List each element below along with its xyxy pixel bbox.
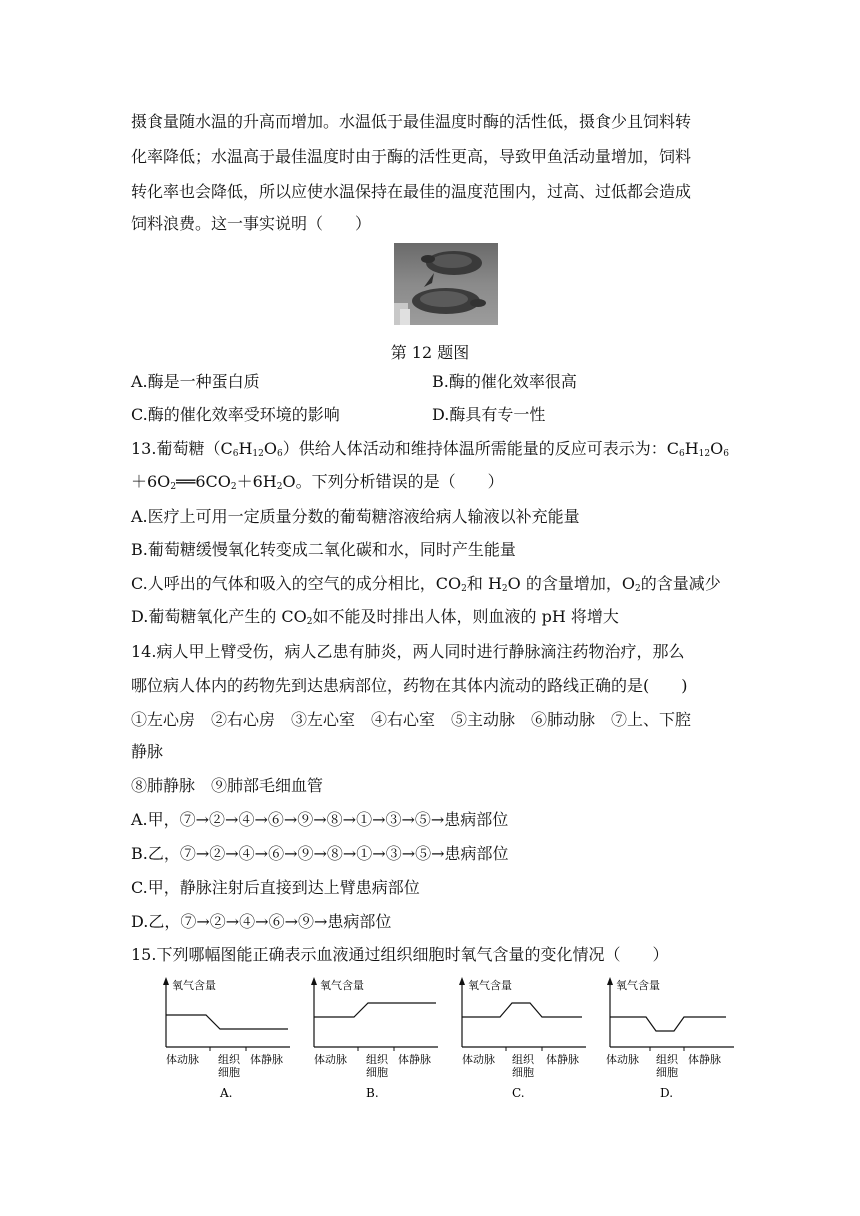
- q12-line-3: 转化率也会降低，所以应使水温保持在最佳的温度范围内，过高、过低都会造成: [131, 182, 692, 201]
- q13-option-c: C.人呼出的气体和吸入的空气的成分相比，$CO_2$和 $H_2O$ 的含量增加，$O_2$的含量减少: [131, 574, 721, 594]
- x-tick-label: 细胞: [512, 1066, 534, 1079]
- y-axis-label: 氧气含量: [616, 979, 660, 992]
- chart-label: B.: [366, 1086, 379, 1100]
- q13-line-2: $+6O_2══6CO_2+6H_2O$。下列分析错误的是（ ）: [131, 472, 504, 492]
- q14-line-5: ⑧肺静脉 ⑨肺部毛细血管: [131, 776, 324, 795]
- chart-a: [158, 975, 293, 1105]
- q14-option-a: A.甲，⑦→②→④→⑥→⑨→⑧→①→③→⑤→患病部位: [131, 810, 509, 829]
- q14-option-b: B.乙，⑦→②→④→⑥→⑨→⑧→①→③→⑤→患病部位: [131, 844, 509, 863]
- chart-b: [306, 975, 441, 1105]
- x-tick-label: 组织: [656, 1053, 678, 1066]
- figure-caption: 第 12 题图: [390, 343, 470, 362]
- chart-label: D.: [660, 1086, 674, 1100]
- y-axis-label: 氧气含量: [320, 979, 364, 992]
- x-tick-label: 体静脉: [398, 1053, 431, 1066]
- q14-line-4: 静脉: [131, 742, 164, 761]
- turtle-photo: [394, 243, 498, 325]
- q14-line-2: 哪位病人体内的药物先到达患病部位，药物在其体内流动的路线正确的是( ): [131, 676, 688, 695]
- q12-option-c: C.酶的催化效率受环境的影响: [131, 405, 340, 424]
- y-axis-label: 氧气含量: [468, 979, 512, 992]
- series-line: [462, 1003, 582, 1017]
- q14-line-1: 14.病人甲上臂受伤，病人乙患有肺炎，两人同时进行静脉滴注药物治疗，那么: [131, 642, 685, 661]
- x-tick-label: 细胞: [656, 1066, 678, 1079]
- q12-line-2: 化率降低；水温高于最佳温度时由于酶的活性更高，导致甲鱼活动量增加，饲料: [131, 147, 692, 166]
- q14-line-3: ①左心房 ②右心房 ③左心室 ④右心室 ⑤主动脉 ⑥肺动脉 ⑦上、下腔: [131, 710, 692, 729]
- x-tick-label: 细胞: [366, 1066, 388, 1079]
- x-tick-label: 体动脉: [314, 1053, 347, 1066]
- chart-label: A.: [220, 1086, 233, 1100]
- x-tick-label: 体静脉: [688, 1053, 721, 1066]
- chart-c: [454, 975, 589, 1105]
- x-tick-label: 组织: [512, 1053, 534, 1066]
- x-tick-label: 组织: [218, 1053, 240, 1066]
- q12-line-1: 摄食量随水温的升高而增加。水温低于最佳温度时酶的活性低，摄食少且饲料转: [131, 112, 692, 131]
- x-tick-label: 组织: [366, 1053, 388, 1066]
- x-tick-label: 体动脉: [462, 1053, 495, 1066]
- x-tick-label: 细胞: [218, 1066, 240, 1079]
- q12-line-4: 饲料浪费。这一事实说明（ ）: [131, 214, 372, 233]
- q12-option-a: A.酶是一种蛋白质: [131, 372, 260, 391]
- y-axis-arrow: [163, 977, 169, 985]
- x-tick-label: 体动脉: [606, 1053, 639, 1066]
- q13-option-d: D.葡萄糖氧化产生的 $CO_2$如不能及时排出人体，则血液的 pH 将增大: [131, 607, 619, 627]
- q15-stem: 15.下列哪幅图能正确表示血液通过组织细胞时氧气含量的变化情况（ ）: [131, 945, 669, 964]
- q13-option-b: B.葡萄糖缓慢氧化转变成二氧化碳和水，同时产生能量: [131, 540, 516, 559]
- chart-d: [602, 975, 737, 1105]
- chart-label: C.: [512, 1086, 525, 1100]
- q13-option-a: A.医疗上可用一定质量分数的葡萄糖溶液给病人输液以补充能量: [131, 507, 580, 526]
- y-axis-label: 氧气含量: [172, 979, 216, 992]
- series-line: [610, 1017, 726, 1031]
- q14-option-c: C.甲，静脉注射后直接到达上臂患病部位: [131, 878, 420, 897]
- series-line: [166, 1015, 288, 1029]
- q12-option-d: D.酶具有专一性: [432, 405, 546, 424]
- q12-option-b: B.酶的催化效率很高: [432, 372, 577, 391]
- q14-option-d: D.乙，⑦→②→④→⑥→⑨→患病部位: [131, 912, 392, 931]
- q13-line-1: 13.葡萄糖$(C_6H_{12}O_6)$供给人体活动和维持体温所需能量的反应可表示为：$C_6H_{12}O_6$: [131, 439, 729, 459]
- series-line: [314, 1003, 436, 1017]
- x-tick-label: 体静脉: [546, 1053, 579, 1066]
- x-tick-label: 体动脉: [166, 1053, 199, 1066]
- y-axis-arrow: [459, 977, 465, 985]
- y-axis-arrow: [311, 977, 317, 985]
- x-tick-label: 体静脉: [250, 1053, 283, 1066]
- y-axis-arrow: [607, 977, 613, 985]
